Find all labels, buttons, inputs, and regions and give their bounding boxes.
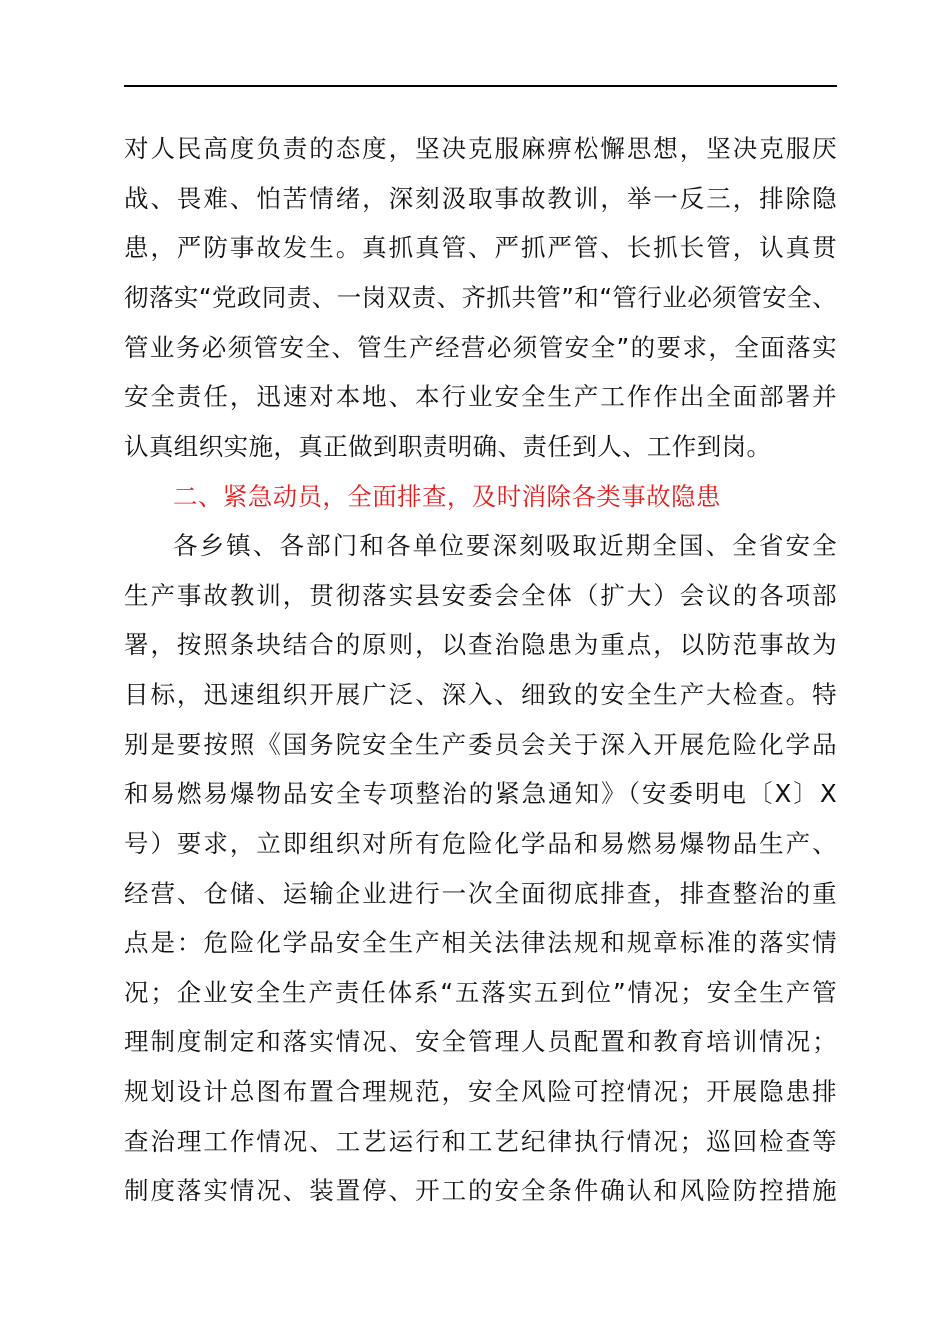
header-rule bbox=[124, 85, 837, 87]
body-line: 号）要求，立即组织对所有危险化学品和易燃易爆物品生产、 bbox=[124, 829, 837, 858]
body-line: 战、畏难、怕苦情绪，深刻汲取事故教训，举一反三，排除隐 bbox=[124, 184, 837, 213]
body-line: 对人民高度负责的态度，坚决克服麻痹松懈思想，坚决克服厌 bbox=[124, 134, 837, 163]
body-line: 目标，迅速组织开展广泛、深入、细致的安全生产大检查。特 bbox=[124, 680, 837, 709]
body-line: 患，严防事故发生。真抓真管、严抓严管、长抓长管，认真贯 bbox=[124, 233, 837, 262]
body-line: 生产事故教训，贯彻落实县安委会全体（扩大）会议的各项部 bbox=[124, 581, 837, 610]
section-heading: 二、紧急动员，全面排查，及时消除各类事故隐患 bbox=[173, 482, 721, 511]
body-line: 彻落实“党政同责、一岗双责、齐抓共管”和“管行业必须管安全、 bbox=[124, 283, 837, 312]
body-line: 规划设计总图布置合理规范，安全风险可控情况；开展隐患排 bbox=[124, 1077, 837, 1106]
body-line: 况；企业安全生产责任体系“五落实五到位”情况；安全生产管 bbox=[124, 978, 837, 1007]
body-line: 管业务必须管安全、管生产经营必须管安全”的要求，全面落实 bbox=[124, 333, 837, 362]
body-line: 认真组织实施，真正做到职责明确、责任到人、工作到岗。 bbox=[124, 432, 772, 461]
body-line: 制度落实情况、装置停、开工的安全条件确认和风险防控措施 bbox=[124, 1176, 837, 1205]
body-line: 各乡镇、各部门和各单位要深刻吸取近期全国、全省安全 bbox=[173, 531, 837, 560]
body-line: 别是要按照《国务院安全生产委员会关于深入开展危险化学品 bbox=[124, 730, 837, 759]
body-line: 经营、仓储、运输企业进行一次全面彻底排查，排查整治的重 bbox=[124, 879, 837, 908]
body-line: 安全责任，迅速对本地、本行业安全生产工作作出全面部署并 bbox=[124, 382, 837, 411]
body-line: 点是：危险化学品安全生产相关法律法规和规章标准的落实情 bbox=[124, 928, 837, 957]
body-line: 查治理工作情况、工艺运行和工艺纪律执行情况；巡回检查等 bbox=[124, 1127, 837, 1156]
body-line: 和易燃易爆物品安全专项整治的紧急通知》（安委明电〔X〕X bbox=[124, 779, 837, 808]
body-line: 理制度制定和落实情况、安全管理人员配置和教育培训情况； bbox=[124, 1027, 837, 1056]
body-line: 署，按照条块结合的原则，以查治隐患为重点，以防范事故为 bbox=[124, 630, 837, 659]
